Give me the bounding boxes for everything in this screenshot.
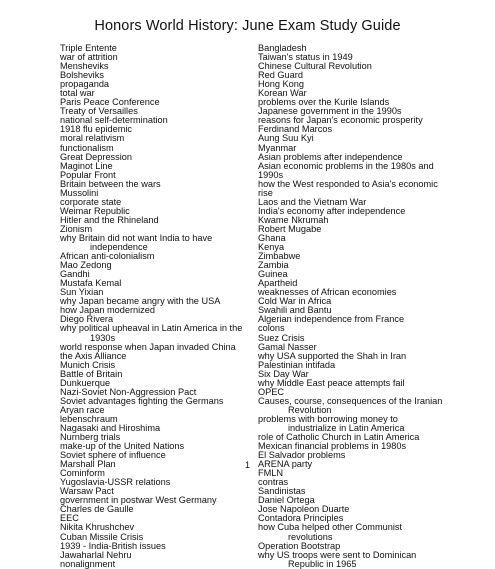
study-term-text: Great Depression <box>60 151 133 162</box>
study-term-text: Britain between the wars <box>60 178 161 189</box>
study-term-text: Aung Suu Kyi <box>258 133 314 144</box>
study-term-text: Soviet sphere of influence <box>60 450 166 461</box>
study-term-text: Cuban Missile Crisis <box>60 531 144 542</box>
study-term-text: Zimbabwe <box>258 251 301 262</box>
study-term-text: EEC <box>60 513 79 524</box>
study-term <box>60 234 246 252</box>
study-term-text: corporate state <box>60 196 122 207</box>
study-term-text: how the West responded to Asia's economic <box>258 178 438 189</box>
study-term-text: Mexican financial problems in 1980s <box>258 441 407 452</box>
study-term-text: India's economy after independence <box>258 205 406 216</box>
study-term-text: why USA supported the Shah in Iran <box>258 350 407 361</box>
study-term-text: Zionism <box>60 223 93 234</box>
study-term-text: Asian problems after independence <box>258 151 403 162</box>
page-number: 1 <box>244 460 250 470</box>
study-term-continuation: revolutions <box>288 531 333 542</box>
study-term-text: make-up of the United Nations <box>60 441 185 452</box>
study-term-text: Mensheviks <box>60 61 109 72</box>
study-term-text: Mustafa Kemal <box>60 278 122 289</box>
study-term-text: total war <box>60 88 95 99</box>
study-term-text: Ghana <box>258 232 286 243</box>
study-term-text: Paris Peace Conference <box>60 97 160 108</box>
study-term-text: Asian economic problems in the 1980s and <box>258 160 434 171</box>
study-term-continuation: Revolution <box>288 404 332 415</box>
study-term-text: El Salvador problems <box>258 450 346 461</box>
study-term <box>258 415 450 433</box>
study-term-text: why Japan became angry with the USA <box>60 296 221 307</box>
study-term-text: nonalignment <box>60 558 116 569</box>
study-term-text: Gamal Nasser <box>258 341 317 352</box>
study-term-text: Swahili and Bantu <box>258 305 332 316</box>
study-term-text: Cominform <box>60 468 105 479</box>
study-term-text: Palestinian intifada <box>258 359 336 370</box>
study-term-text: Myanmar <box>258 142 297 153</box>
study-term-text: Contadora Principles <box>258 513 344 524</box>
study-term <box>258 551 450 569</box>
study-term-text: how Japan modernized <box>60 305 155 316</box>
study-term-text: Triple Entente <box>60 43 117 53</box>
study-term-text: Diego Rivera <box>60 314 114 325</box>
study-term-text: contras <box>258 477 289 488</box>
study-term-text: African anti-colonialism <box>60 251 155 262</box>
study-term-text: Mussolini <box>60 187 99 198</box>
study-term-text: Marshall Plan <box>60 459 116 470</box>
study-term <box>258 225 450 234</box>
page-title: Honors World History: June Exam Study Guide <box>94 18 401 34</box>
study-term <box>60 324 246 342</box>
study-term-continuation: industrialize in Latin America <box>288 422 405 433</box>
study-term-text: Bangladesh <box>258 43 307 53</box>
study-term-text: Jawaharlal Nehru <box>60 549 132 560</box>
study-term-text: Cold War in Africa <box>258 296 332 307</box>
study-term-text: Charles de Gaulle <box>60 504 134 515</box>
study-term-text: Dunkuerque <box>60 377 111 388</box>
study-term-text: 1918 flu epidemic <box>60 124 133 135</box>
study-term-text: why political upheaval in Latin America in the <box>60 323 243 334</box>
study-term-text: Yugoslavia-USSR relations <box>60 477 171 488</box>
study-term-text: Kwame Nkrumah <box>258 214 329 225</box>
study-term-text: functionalism <box>60 142 114 153</box>
study-term-text: Battle of Britain <box>60 368 123 379</box>
study-guide-left-column <box>60 44 246 569</box>
study-term-text: world response when Japan invaded China <box>60 341 236 352</box>
study-term-text: Hitler and the Rhineland <box>60 214 159 225</box>
study-term-text: Laos and the Vietnam War <box>258 196 367 207</box>
study-term-text: rise <box>258 187 273 198</box>
study-term-text: Sun Yixian <box>60 287 104 298</box>
study-term-text: government in postwar West Germany <box>60 495 217 506</box>
study-term-text: Gandhi <box>60 269 90 280</box>
study-term-text: Korean War <box>258 88 307 99</box>
study-term-text: the Axis Alliance <box>60 350 127 361</box>
study-term-continuation: independence <box>90 242 148 253</box>
study-term-text: Japanese government in the 1990s <box>258 106 402 117</box>
study-term-text: Maginot Line <box>60 160 113 171</box>
study-term <box>258 523 450 541</box>
study-term-text: Bolsheviks <box>60 70 104 81</box>
study-term-text: OPEC <box>258 386 285 397</box>
study-term-text: Popular Front <box>60 169 116 180</box>
study-term-text: weaknesses of African economies <box>258 287 397 298</box>
study-term <box>258 315 450 324</box>
study-term-text: lebenschraum <box>60 413 118 424</box>
study-term-text: Mao Zedong <box>60 260 112 271</box>
study-term <box>60 560 246 569</box>
study-term-text: 1939 - India-British issues <box>60 540 166 551</box>
study-term-text: Hong Kong <box>258 79 304 90</box>
study-term-text: Soviet advantages fighting the Germans <box>60 395 224 406</box>
study-term-text: Warsaw Pact <box>60 486 114 497</box>
study-term-continuation: Republic in 1965 <box>288 558 357 569</box>
study-term-text: why Middle East peace attempts fail <box>258 377 405 388</box>
study-term-text: problems over the Kurile Islands <box>258 97 390 108</box>
study-term-text: Zambia <box>258 260 289 271</box>
study-term-text: 1990s <box>258 169 284 180</box>
study-term-text: Munich Crisis <box>60 359 116 370</box>
study-term-text: Nikita Khrushchev <box>60 522 135 533</box>
study-term-text: colons <box>258 323 285 334</box>
study-term-text: Weimar Republic <box>60 205 130 216</box>
study-term-text: Chinese Cultural Revolution <box>258 61 372 72</box>
study-term-text: moral relativism <box>60 133 125 144</box>
study-term-text: ARENA party <box>258 459 313 470</box>
study-term-continuation: 1930s <box>90 332 116 343</box>
study-term-text: Jose Napoleon Duarte <box>258 504 350 515</box>
study-term-text: Kenya <box>258 242 285 253</box>
study-term-text: Suez Crisis <box>258 332 305 343</box>
study-term-text: FMLN <box>258 468 284 479</box>
study-term-text: role of Catholic Church in Latin America <box>258 432 420 443</box>
study-term-text: Red Guard <box>258 70 303 81</box>
study-term <box>258 379 450 388</box>
study-term-text: Six Day War <box>258 368 309 379</box>
study-term <box>258 162 450 171</box>
study-term-text: Aryan race <box>60 404 105 415</box>
study-term-text: Sandinistas <box>258 486 306 497</box>
study-term-text: problems with borrowing money to <box>258 413 398 424</box>
study-term <box>258 180 450 189</box>
study-term-text: Nazi-Soviet Non-Aggression Pact <box>60 386 197 397</box>
study-term <box>60 505 246 514</box>
study-term-text: how Cuba helped other Communist <box>258 522 403 533</box>
study-term <box>258 234 450 243</box>
study-term-text: Taiwan's status in 1949 <box>258 52 353 63</box>
study-term-text: Nagasaki and Hiroshima <box>60 422 161 433</box>
study-term-text: Ferdinand Marcos <box>258 124 333 135</box>
study-term-text: national self-determination <box>60 115 168 126</box>
study-term-text: Robert Mugabe <box>258 223 322 234</box>
study-term-text: Guinea <box>258 269 288 280</box>
study-term-text: Algerian independence from France <box>258 314 405 325</box>
study-term-text: Treaty of Versailles <box>60 106 138 117</box>
study-term-text: propaganda <box>60 79 110 90</box>
study-term-text: why Britain did not want India to have <box>60 232 213 243</box>
study-term <box>258 397 450 415</box>
study-term-text: Apartheid <box>258 278 298 289</box>
study-term-text: why US troops were sent to Dominican <box>258 549 417 560</box>
study-term-text: Nurnberg trials <box>60 432 121 443</box>
study-term-text: Daniel Ortega <box>258 495 315 506</box>
study-guide-right-column <box>258 44 450 569</box>
study-term-text: war of attrition <box>60 52 118 63</box>
study-term-text: Operation Bootstrap <box>258 540 341 551</box>
study-term-text: reasons for Japan's economic prosperity <box>258 115 423 126</box>
study-term-text: Causes, course, consequences of the Iranian <box>258 395 443 406</box>
